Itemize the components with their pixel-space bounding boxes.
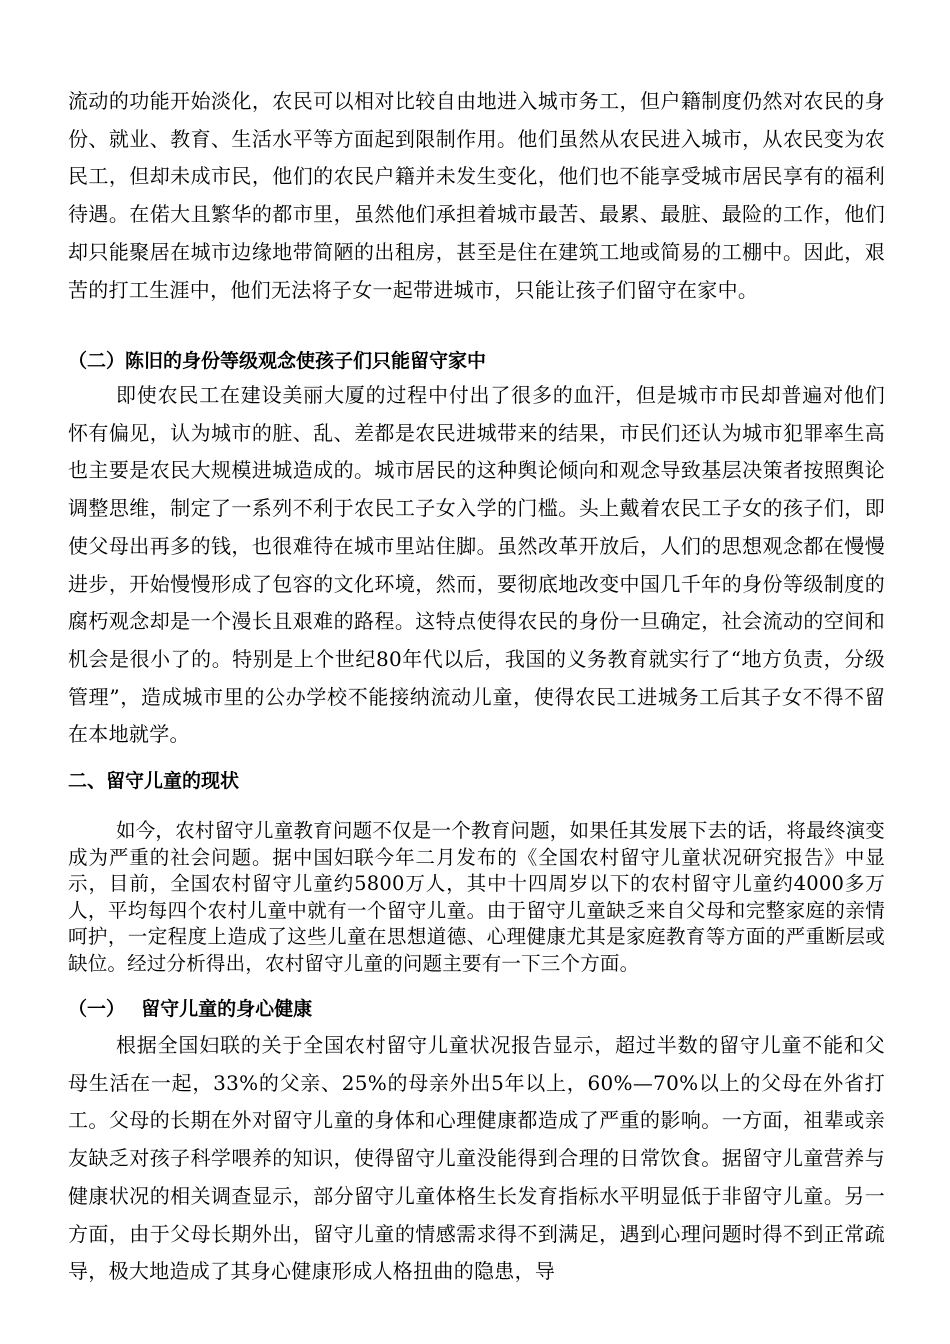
paragraph-current-situation: 如今，农村留守儿童教育问题不仅是一个教育问题，如果任其发展下去的话，将最终演变成为严重的社会问题。据中国妇联今年二月发布的《全国农村留守儿童状况研究报告》中显示，目前，全国农村留守儿童约5800万人，其中十四周岁以下的农村留守儿童约4000多万人，平均每四个农村儿童中就有一个留守儿童。由于留守儿童缺乏来自父母和完整家庭的亲情呵护，一定程度上造成了这些儿童在思想道德、心理健康尤其是家庭教育等方面的严重断层或缺位。经过分析得出，农村留守儿童的问题主要有一下三个方面。 (68, 819, 885, 975)
paragraph-identity-hierarchy: 即使农民工在建设美丽大厦的过程中付出了很多的血汗，但是城市市民却普遍对他们怀有偏见，认为城市的脏、乱、差都是农民进城带来的结果，市民们还认为城市犯罪率生高也主要是农民大规模进城造成的。城市居民的这种舆论倾向和观念导致基层决策者按照舆论调整思维，制定了一系列不利于农民工子女入学的门槛。头上戴着农民工子女的孩子们，即使父母出再多的钱，也很难待在城市里站住脚。虽然改革开放后，人们的思想观念都在慢慢进步，开始慢慢形成了包容的文化环境，然而，要彻底地改变中国几千年的身份等级制度的腐朽观念却是一个漫长且艰难的路程。这特点使得农民的身份一旦确定，社会流动的空间和机会是很小了的。特别是上个世纪80年代以后，我国的义务教育就实行了“地方负责，分级管理”，造成城市里的公办学校不能接纳流动儿童，使得农民工进城务工后其子女不得不留在本地就学。 (68, 383, 885, 747)
subheading-identity-hierarchy: （二）陈旧的身份等级观念使孩子们只能留守家中 (68, 350, 487, 372)
section-heading-current-situation: 二、留守儿童的现状 (68, 770, 240, 792)
paragraph-physical-mental-health: 根据全国妇联的关于全国农村留守儿童状况报告显示，超过半数的留守儿童不能和父母生活在一起，33%的父亲、25%的母亲外出5年以上，60%—70%以上的父母在外省打工。父母的长期在外对留守儿童的身体和心理健康都造成了严重的影响。一方面，祖辈或亲友缺乏对孩子科学喂养的知识，使得留守儿童没能得到合理的日常饮食。据留守儿童营养与健康状况的相关调查显示，部分留守儿童体格生长发育指标水平明显低于非留守儿童。另一方面，由于父母长期外出，留守儿童的情感需求得不到满足，遇到心理问题时得不到正常疏导，极大地造成了其身心健康形成人格扭曲的隐患，导 (68, 1033, 885, 1284)
subheading-physical-mental-health: （一） 留守儿童的身心健康 (68, 998, 313, 1020)
paragraph-household-registration: 流动的功能开始淡化，农民可以相对比较自由地进入城市务工，但户籍制度仍然对农民的身份、就业、教育、生活水平等方面起到限制作用。他们虽然从农民进入城市，从农民变为农民工，但却未成市民，他们的农民户籍并未发生变化，他们也不能享受城市居民享有的福利待遇。在偌大且繁华的都市里，虽然他们承担着城市最苦、最累、最脏、最险的工作，他们却只能聚居在城市边缘地带简陋的出租房，甚至是住在建筑工地或简易的工棚中。因此，艰苦的打工生涯中，他们无法将子女一起带进城市，只能让孩子们留守在家中。 (68, 89, 885, 302)
